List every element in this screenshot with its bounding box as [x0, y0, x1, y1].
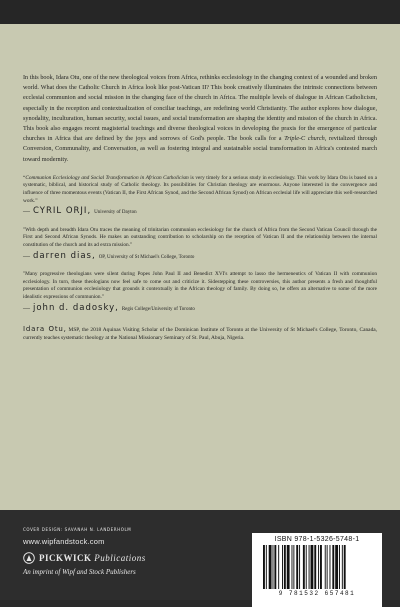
barcode-bar: [299, 545, 300, 589]
reviewer-name: darren dias,: [33, 250, 96, 261]
review-dias: [23, 227, 377, 261]
barcode-bar: [314, 545, 316, 589]
review-orji: [23, 175, 377, 217]
barcode-bar: [327, 545, 328, 589]
description-text: In this book, Idara Otu, one of the new theological voices from Africa, rethinks ecclesiology in the changing context of a wounded and broken world. What does the Catholic Church in Africa look like post-Vatican II? This book creatively illuminates the intrinsic connections between ecclesial communion and social mission in the changing face of the church in Africa. The multiple levels of dialogue in African Catholicism, especially in the reception and contextualization of conciliar teachings, are redefining world Christianity. The author explores how dialogue, synodality, inculturation, human security, social issues, and social transformation are shaping the identity and mission of the church in Africa. This book also engages recent magisterial teachings and diverse theological voices in developing the praxis for the emergence of particular churches in Africa that are defined by the joys and sorrows of God's people. The book calls for a: [23, 74, 377, 143]
review-attribution: [23, 208, 377, 217]
cover-footer: [0, 510, 400, 600]
reviewer-name: CYRIL ORJI,: [33, 206, 92, 217]
barcode-bar: [320, 545, 322, 589]
isbn-barcode: [252, 533, 382, 607]
barcode-bar: [293, 545, 294, 589]
attribution-dash: —: [23, 251, 30, 260]
review-quote: “Communion Ecclesiology and Social Transformation in African Catholicism is very timely for a serious study in ecclesiology. This work by Idara Otu is based on a systematic, biblical, and historical study of Catholic theology. Its possibilities for Christian theology are enormous. Anyone interested in the convergence and influence of three momentous events (Vatican II, the First African Synod, and the Second African Synod) on African ecclesial life will appreciate this well-researched work.”: [23, 174, 377, 204]
attribution-dash: —: [23, 303, 30, 312]
publisher-website: www.wipfandstock.com: [23, 537, 105, 546]
barcode-bar: [335, 545, 338, 589]
description-text-end: , revitalized through Conversion, Communality, and Conversation, as well as fostering integral and sustainable social transformation in Africa's contested march toward modernity.: [23, 135, 377, 163]
reviewer-affiliation: University of Dayton: [94, 210, 137, 216]
pickwick-logo-icon: [23, 552, 35, 564]
barcode-bar: [344, 545, 346, 589]
reviewer-affiliation: Regis College/University of Toronto: [121, 306, 195, 312]
top-band: [0, 0, 400, 24]
review-dadosky: [23, 271, 377, 313]
barcode-bar: [273, 545, 274, 589]
author-name: Idara Otu,: [23, 325, 67, 334]
barcode-bar: [332, 545, 334, 589]
book-description: [23, 73, 377, 165]
barcode-bar: [306, 545, 307, 589]
publisher-name-main: PICKWICK: [39, 553, 95, 563]
attribution-dash: —: [23, 207, 30, 216]
barcode-bar: [342, 545, 343, 589]
barcode-icon: [261, 545, 373, 589]
barcode-bar: [296, 545, 298, 589]
barcode-bar: [274, 545, 276, 589]
isbn-number: ISBN 978-1-5326-5748-1: [274, 536, 360, 543]
barcode-bar: [303, 545, 305, 589]
review-attribution: [23, 302, 377, 314]
barcode-bar: [339, 545, 340, 589]
publisher-name-sub: Publications: [94, 553, 146, 563]
barcode-bar: [330, 545, 331, 589]
text-panel: [0, 24, 400, 510]
reviewer-name: john d. dadosky,: [33, 302, 119, 313]
review-attribution: [23, 250, 377, 262]
barcode-digits: 9 781532 657481: [278, 590, 356, 597]
reviewer-affiliation: OP, University of St Michael's College, Toronto: [98, 254, 195, 260]
cover-design-credit: COVER DESIGN: SAVANAH N. LANDERHOLM: [23, 527, 132, 532]
review-quote: "With depth and breadth Idara Otu traces the meaning of trinitarian communion ecclesiology for the church of Africa from the Second Vatican Council through the First and Second African Synods. He makes an outstanding contribution to scholarship on the reception of Vatican II and the relationship between the internal constitution of the church and its ad extra mission.": [23, 226, 377, 248]
publisher-name: [39, 553, 146, 563]
review-quote: "Many progressive theologians were silent during Popes John Paul II and Benedict XVI's attempt to lasso the hermeneutics of Vatican II with communion ecclesiology. In turn, these theologians now feel safe to come out and criticize it. Sidestepping these controversies, this author presents a fresh and thoughtful presentation of communion ecclesiology that grounds it contextually in the African theology of family. By doing so, he offers an alternative to some of the more idealistic expressions of communion.": [23, 271, 377, 300]
barcode-bar: [309, 545, 310, 589]
barcode-bar: [284, 545, 286, 589]
review-quote-text: is very timely for a serious study in ecclesiology. This work by Idara Otu is based on a systematic, biblical, and historical study of Catholic theology. Its possibilities for Christian theology are enormous. Anyone interested in the convergence and influence of three momentous events (Vatican II, the First African Synod, and the Second African Synod) on African ecclesial life will appreciate this well-researched work.: [23, 174, 377, 204]
barcode-bar: [287, 545, 290, 589]
barcode-bar: [263, 545, 265, 589]
publisher-row: [23, 552, 146, 564]
barcode-bar: [282, 545, 283, 589]
barcode-bar: [266, 545, 267, 589]
author-bio-text: MSP, the 2018 Aquinas Visiting Scholar of the Dominican Institute of Toronto at the University of St Michael's College, Toronto, Canada, currently teaches systematic theology at the National Missionary Seminary of St. Paul, Abuja, Nigeria.: [23, 327, 377, 342]
barcode-bar: [311, 545, 314, 589]
author-bio: [23, 325, 377, 342]
barcode-bar: [325, 545, 326, 589]
barcode-bar: [269, 545, 272, 589]
review-quote-italic: Communion Ecclesiology and Social Transformation in African Catholicism: [25, 174, 189, 181]
imprint-line: An imprint of Wipf and Stock Publishers: [23, 568, 136, 576]
barcode-bar: [278, 545, 279, 589]
description-italic: Triple-C church: [284, 135, 325, 143]
barcode-bar: [318, 545, 319, 589]
barcode-bar: [292, 545, 293, 589]
